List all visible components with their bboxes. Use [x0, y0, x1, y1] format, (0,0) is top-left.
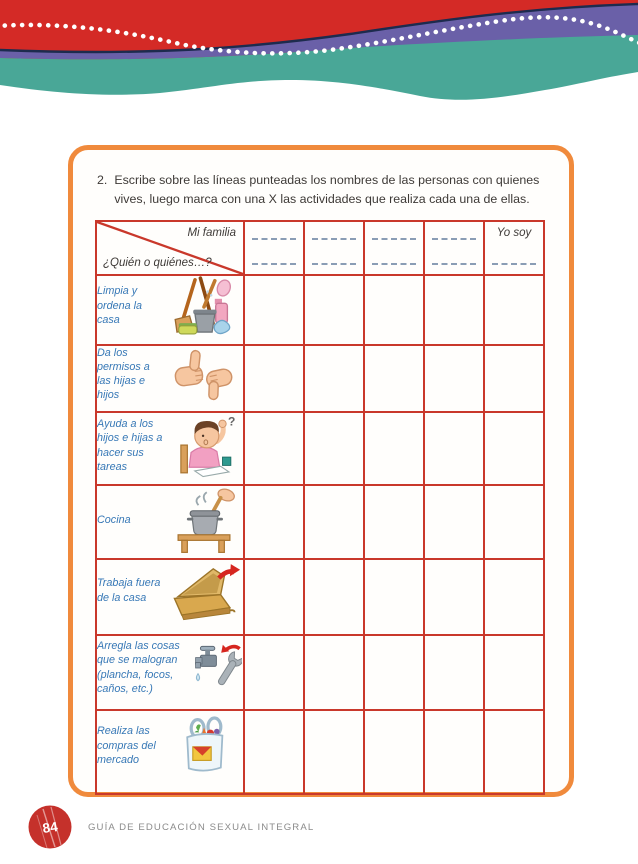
child-doing-homework-icon — [165, 413, 243, 479]
activity-cell-tareas — [96, 412, 244, 485]
open-briefcase-icon — [165, 560, 243, 622]
table-row — [96, 275, 544, 345]
activity-mark-cell[interactable] — [364, 345, 424, 412]
name-entry-cell[interactable] — [424, 221, 484, 275]
table-row — [96, 710, 544, 794]
worksheet-panel — [68, 145, 574, 797]
activity-mark-cell[interactable] — [424, 412, 484, 485]
activity-mark-cell[interactable] — [244, 635, 304, 710]
activity-label: Limpia y ordena la casa — [97, 285, 143, 326]
table-row — [96, 412, 544, 485]
corner-cell — [96, 221, 244, 275]
table-row — [96, 345, 544, 412]
cooking-pot-icon — [165, 486, 243, 554]
activity-mark-cell[interactable] — [484, 345, 544, 412]
yo-soy-cell[interactable] — [484, 221, 544, 275]
activity-mark-cell[interactable] — [364, 485, 424, 559]
activity-mark-cell[interactable] — [424, 635, 484, 710]
activity-mark-cell[interactable] — [304, 710, 364, 794]
activity-mark-cell[interactable] — [424, 345, 484, 412]
activity-mark-cell[interactable] — [304, 275, 364, 345]
name-entry-line[interactable] — [312, 263, 356, 265]
table-row — [96, 635, 544, 710]
activity-cell-compras — [96, 710, 244, 794]
page-number: 84 — [41, 818, 59, 836]
activity-mark-cell[interactable] — [484, 710, 544, 794]
activity-mark-cell[interactable] — [364, 412, 424, 485]
table-row — [96, 559, 544, 635]
activity-mark-cell[interactable] — [364, 635, 424, 710]
activity-cell-permisos — [96, 345, 244, 412]
faucet-and-wrench-icon — [193, 636, 243, 700]
corner-label-quien: ¿Quién o quiénes…? — [103, 256, 212, 269]
table-header-row — [96, 221, 544, 275]
activity-mark-cell[interactable] — [244, 485, 304, 559]
activity-cell-cocina — [96, 485, 244, 559]
decorative-wave-header — [0, 0, 638, 112]
yo-soy-label: Yo soy — [496, 226, 532, 239]
name-entry-line[interactable] — [312, 238, 356, 240]
activity-mark-cell[interactable] — [484, 635, 544, 710]
activity-mark-cell[interactable] — [244, 710, 304, 794]
activity-label: Arregla las cosas que se malogran (plancha, focos, caños, etc.) — [97, 640, 180, 695]
activity-mark-cell[interactable] — [304, 635, 364, 710]
name-entry-line[interactable] — [432, 263, 476, 265]
activity-label: Trabaja fuera de la casa — [97, 577, 161, 604]
name-entry-line[interactable] — [432, 238, 476, 240]
activity-mark-cell[interactable] — [424, 710, 484, 794]
name-entry-line[interactable] — [252, 238, 296, 240]
activity-label: Da los permisos a las hijas e hijos — [97, 346, 150, 402]
activity-mark-cell[interactable] — [424, 485, 484, 559]
activity-mark-cell[interactable] — [424, 559, 484, 635]
activity-mark-cell[interactable] — [484, 275, 544, 345]
instruction-number: 2. — [97, 173, 108, 187]
instruction-text: Escribe sobre las líneas punteadas los nombres de las personas con quienes vives, luego marca con una X las actividades que realiza cada una de ellas. — [114, 173, 540, 206]
activity-mark-cell[interactable] — [244, 345, 304, 412]
activity-label: Cocina — [97, 513, 131, 526]
activity-mark-cell[interactable] — [244, 559, 304, 635]
activity-mark-cell[interactable] — [304, 485, 364, 559]
activity-mark-cell[interactable] — [484, 559, 544, 635]
table-row — [96, 485, 544, 559]
svg-text:?: ? — [228, 414, 236, 429]
activities-table — [95, 220, 545, 795]
name-entry-line[interactable] — [252, 263, 296, 265]
activity-mark-cell[interactable] — [304, 412, 364, 485]
name-entry-cell[interactable] — [364, 221, 424, 275]
activity-mark-cell[interactable] — [364, 275, 424, 345]
name-entry-line[interactable] — [372, 263, 416, 265]
activity-mark-cell[interactable] — [484, 412, 544, 485]
name-entry-line[interactable] — [372, 238, 416, 240]
activity-mark-cell[interactable] — [244, 275, 304, 345]
activity-mark-cell[interactable] — [304, 559, 364, 635]
activity-mark-cell[interactable] — [364, 710, 424, 794]
instruction — [97, 171, 551, 209]
name-entry-line[interactable] — [492, 263, 536, 265]
cleaning-supplies-icon — [165, 276, 243, 336]
corner-label-mi-familia: Mi familia — [187, 226, 236, 239]
activity-cell-trabaja — [96, 559, 244, 635]
thumbs-up-down-icon — [165, 346, 243, 402]
activity-label: Ayuda a los hijos e hijas a hacer sus tareas — [97, 418, 163, 473]
activity-label: Realiza las compras del mercado — [97, 725, 156, 766]
shopping-bag-icon — [165, 711, 243, 781]
activity-mark-cell[interactable] — [304, 345, 364, 412]
activity-cell-cleaning — [96, 275, 244, 345]
name-entry-cell[interactable] — [244, 221, 304, 275]
activity-cell-arregla — [96, 635, 244, 710]
activity-mark-cell[interactable] — [424, 275, 484, 345]
name-entry-cell[interactable] — [304, 221, 364, 275]
activity-mark-cell[interactable] — [244, 412, 304, 485]
footer-title: GUÍA DE EDUCACIÓN SEXUAL INTEGRAL — [88, 822, 315, 833]
activity-mark-cell[interactable] — [364, 559, 424, 635]
activity-mark-cell[interactable] — [484, 485, 544, 559]
